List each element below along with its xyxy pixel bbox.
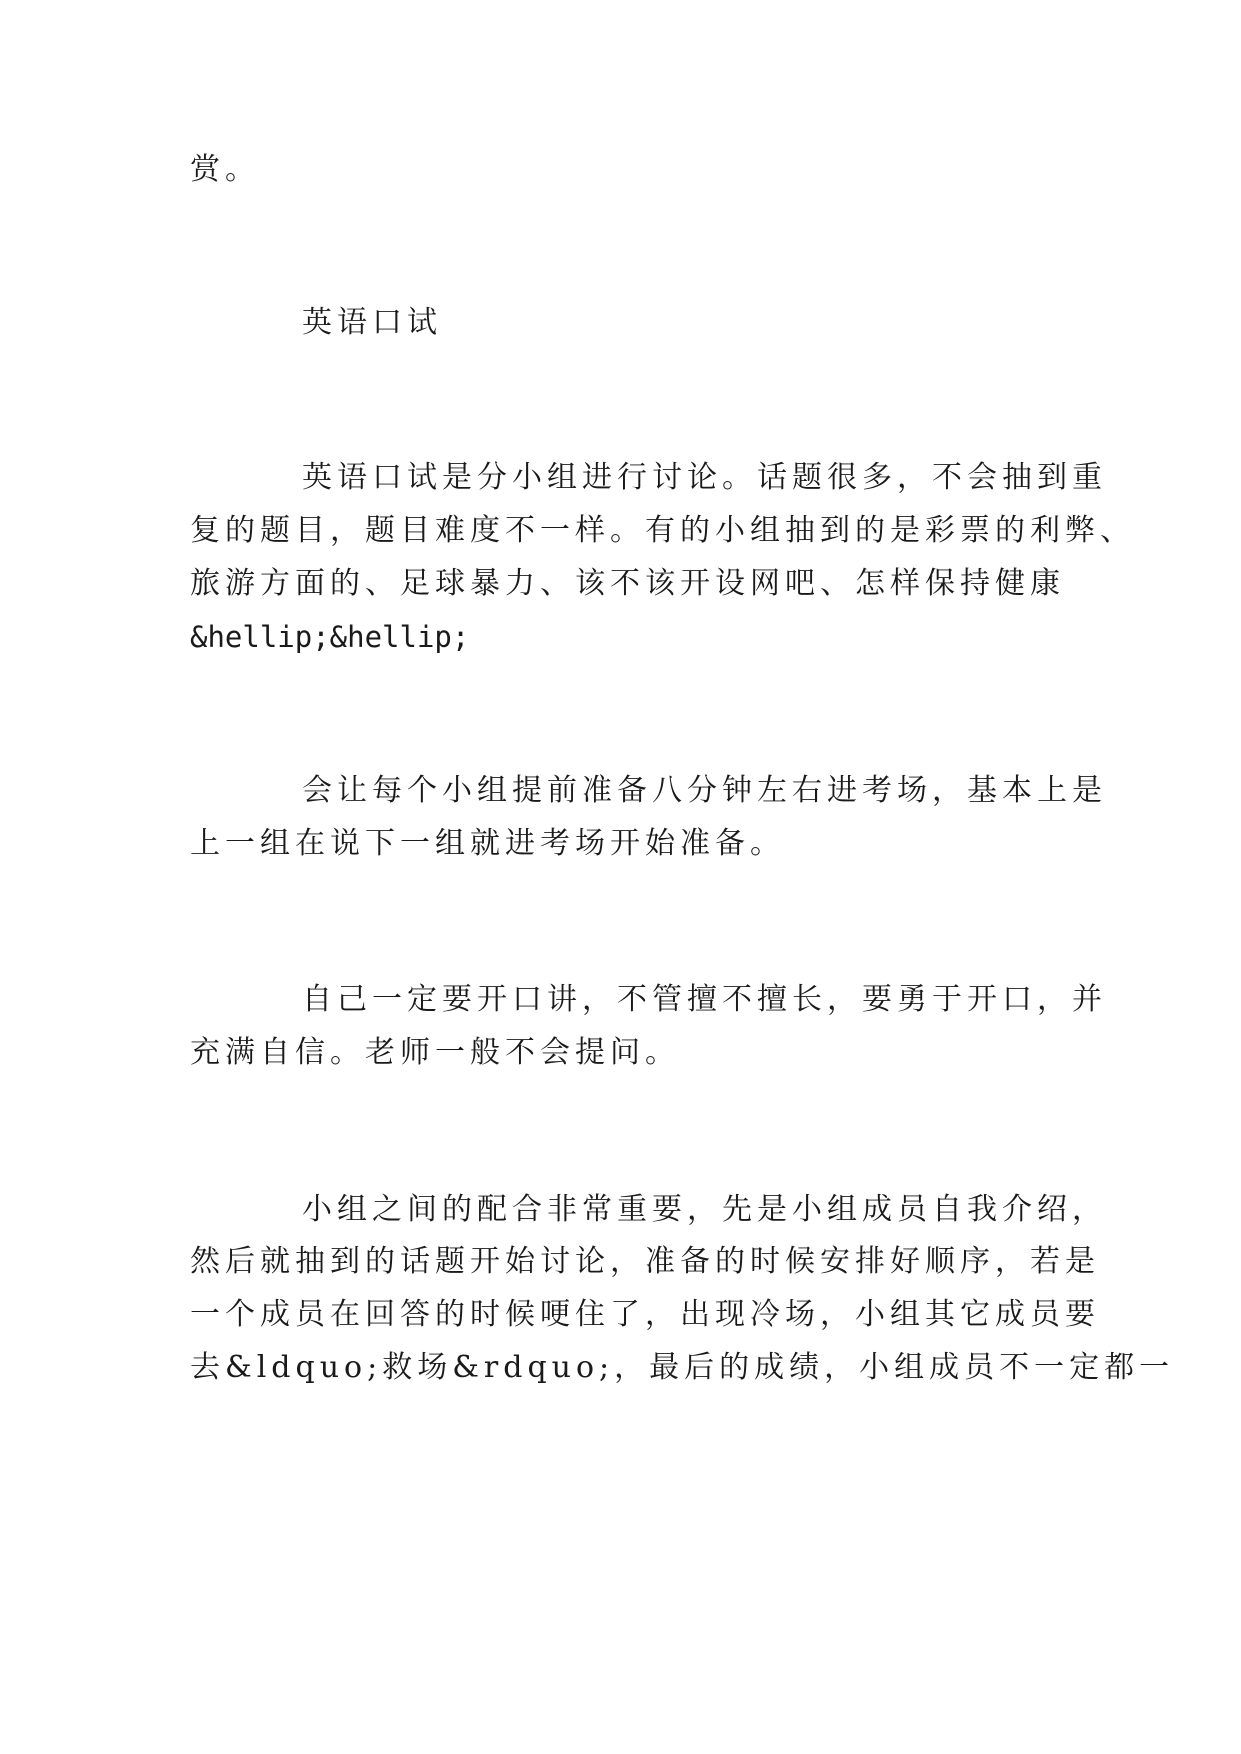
paragraph-line: 然后就抽到的话题开始讨论，准备的时候安排好顺序，若是 (190, 1244, 1100, 1279)
paragraph-line: 充满自信。老师一般不会提问。 (190, 1035, 680, 1070)
text-line-continuation: 赏。 (190, 152, 260, 187)
paragraph-line: &hellip;&hellip; (190, 620, 470, 654)
paragraph-line: 会让每个小组提前准备八分钟左右进考场，基本上是 (302, 773, 1107, 808)
paragraph-line: 小组之间的配合非常重要，先是小组成员自我介绍， (302, 1192, 1107, 1227)
paragraph-line: 自己一定要开口讲，不管擅不擅长，要勇于开口，并 (302, 982, 1107, 1017)
section-heading: 英语口试 (302, 305, 442, 340)
paragraph-line: 上一组在说下一组就进考场开始准备。 (190, 826, 785, 861)
paragraph-line: 一个成员在回答的时候哽住了，出现冷场，小组其它成员要 (190, 1297, 1100, 1332)
paragraph-line: 旅游方面的、足球暴力、该不该开设网吧、怎样保持健康 (190, 566, 1065, 601)
paragraph-line: 英语口试是分小组进行讨论。话题很多，不会抽到重 (302, 460, 1107, 495)
paragraph-line: 复的题目，题目难度不一样。有的小组抽到的是彩票的利弊、 (190, 513, 1135, 548)
paragraph-line: 去&ldquo;救场&rdquo;，最后的成绩，小组成员不一定都一 (190, 1350, 1175, 1385)
